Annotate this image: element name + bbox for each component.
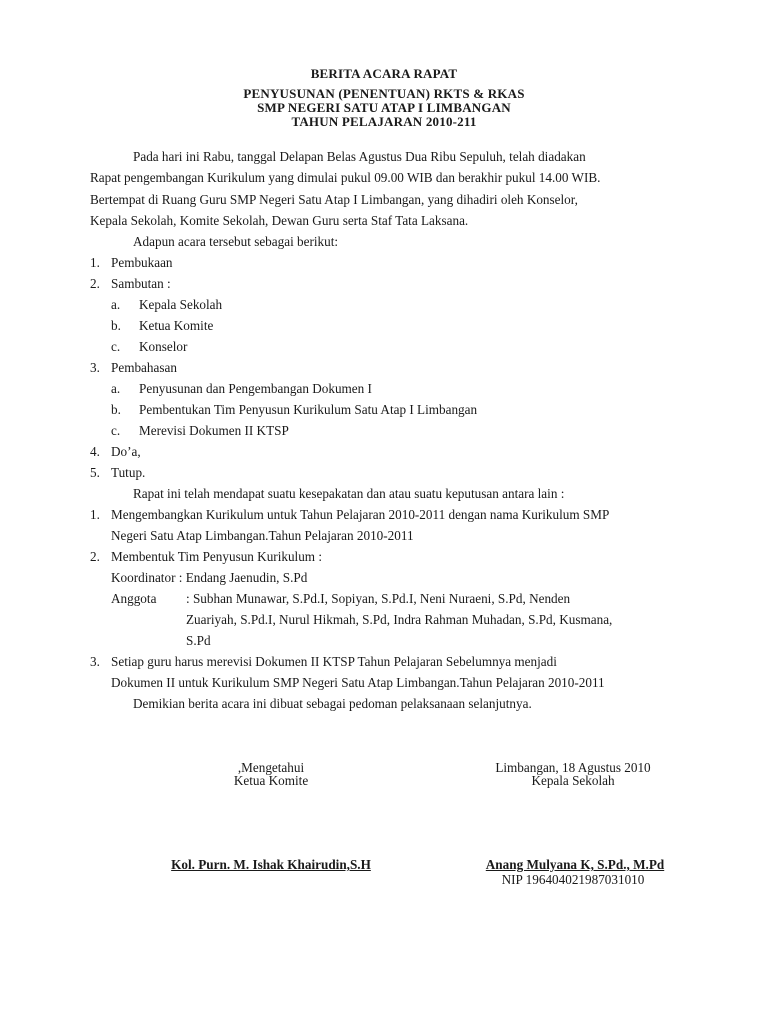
agenda-sub-3b-letter: b. (111, 402, 121, 417)
decisions-intro: Rapat ini telah mendapat suatu kesepakatan dan atau suatu keputusan antara lain : (133, 486, 565, 501)
agenda-item-2: Sambutan : (111, 276, 171, 291)
intro-line-1: Pada hari ini Rabu, tanggal Delapan Belas Agustus Dua Ribu Sepuluh, telah diadakan (133, 149, 586, 164)
agenda-sub-2b-letter: b. (111, 318, 121, 333)
signature-right-nip: NIP 196404021987031010 (501, 872, 645, 887)
signature-right-line-2: Kepala Sekolah (531, 773, 615, 788)
decision-number-2: 2. (90, 549, 100, 564)
closing-statement: Demikian berita acara ini dibuat sebagai pedoman pelaksanaan selanjutnya. (133, 696, 532, 711)
agenda-number-5: 5. (90, 465, 100, 480)
signature-left-name: Kol. Purn. M. Ishak Khairudin,S.H (171, 857, 371, 872)
decision-2-members-line-2: Zuariyah, S.Pd.I, Nurul Hikmah, S.Pd, Indra Rahman Muhadan, S.Pd, Kusmana, (186, 612, 613, 627)
signature-left-line-2: Ketua Komite (233, 773, 309, 788)
decision-3-line-1: Setiap guru harus merevisi Dokumen II KTSP Tahun Pelajaran Sebelumnya menjadi (111, 654, 557, 669)
agenda-number-1: 1. (90, 255, 100, 270)
signature-right-line-1: Limbangan, 18 Agustus 2010 (495, 760, 651, 775)
intro-line-4: Kepala Sekolah, Komite Sekolah, Dewan Guru serta Staf Tata Laksana. (90, 213, 469, 228)
agenda-item-1: Pembukaan (111, 255, 173, 270)
decision-2-coordinator: Koordinator : Endang Jaenudin, S.Pd (111, 570, 308, 585)
agenda-item-3: Pembahasan (111, 360, 177, 375)
decision-2-members-label: Anggota (111, 591, 157, 606)
decision-2-members-line-1: : Subhan Munawar, S.Pd.I, Sopiyan, S.Pd.I, Neni Nuraeni, S.Pd, Nenden (186, 591, 571, 606)
intro-line-3: Bertempat di Ruang Guru SMP Negeri Satu Atap I Limbangan, yang dihadiri oleh Konselor, (90, 192, 578, 207)
agenda-sub-3c-letter: c. (111, 423, 121, 438)
agenda-number-4: 4. (90, 444, 100, 459)
agenda-sub-3a: Penyusunan dan Pengembangan Dokumen I (139, 381, 372, 396)
decision-2-line-1: Membentuk Tim Penyusun Kurikulum : (111, 549, 323, 564)
decision-1-line-1: Mengembangkan Kurikulum untuk Tahun Pelajaran 2010-2011 dengan nama Kurikulum SMP (111, 507, 610, 522)
agenda-number-3: 3. (90, 360, 100, 375)
intro-line-2: Rapat pengembangan Kurikulum yang dimulai pukul 09.00 WIB dan berakhir pukul 14.00 WIB. (90, 170, 601, 185)
decision-number-1: 1. (90, 507, 100, 522)
agenda-item-4: Do’a, (111, 444, 141, 459)
signature-left-line-1: ,Mengetahui (237, 760, 305, 775)
agenda-item-5: Tutup. (111, 465, 146, 480)
decision-1-line-2: Negeri Satu Atap Limbangan.Tahun Pelajaran 2010-2011 (111, 528, 414, 543)
agenda-sub-3c: Merevisi Dokumen II KTSP (139, 423, 289, 438)
decision-2-members-line-3: S.Pd (186, 633, 211, 648)
agenda-sub-3a-letter: a. (111, 381, 121, 396)
agenda-sub-3b: Pembentukan Tim Penyusun Kurikulum Satu Atap I Limbangan (139, 402, 478, 417)
document-subtitle-3: TAHUN PELAJARAN 2010-211 (291, 114, 477, 129)
document-title: BERITA ACARA RAPAT (310, 66, 458, 81)
document-subtitle-2: SMP NEGERI SATU ATAP I LIMBANGAN (257, 100, 511, 115)
agenda-sub-2b: Ketua Komite (139, 318, 214, 333)
signature-right-name: Anang Mulyana K, S.Pd., M.Pd (485, 857, 665, 872)
agenda-intro: Adapun acara tersebut sebagai berikut: (133, 234, 339, 249)
decision-number-3: 3. (90, 654, 100, 669)
agenda-sub-2a: Kepala Sekolah (139, 297, 223, 312)
agenda-sub-2a-letter: a. (111, 297, 121, 312)
agenda-sub-2c: Konselor (139, 339, 188, 354)
document-subtitle-1: PENYUSUNAN (PENENTUAN) RKTS & RKAS (243, 86, 525, 101)
decision-3-line-2: Dokumen II untuk Kurikulum SMP Negeri Satu Atap Limbangan.Tahun Pelajaran 2010-2011 (111, 675, 605, 690)
agenda-sub-2c-letter: c. (111, 339, 121, 354)
agenda-number-2: 2. (90, 276, 100, 291)
